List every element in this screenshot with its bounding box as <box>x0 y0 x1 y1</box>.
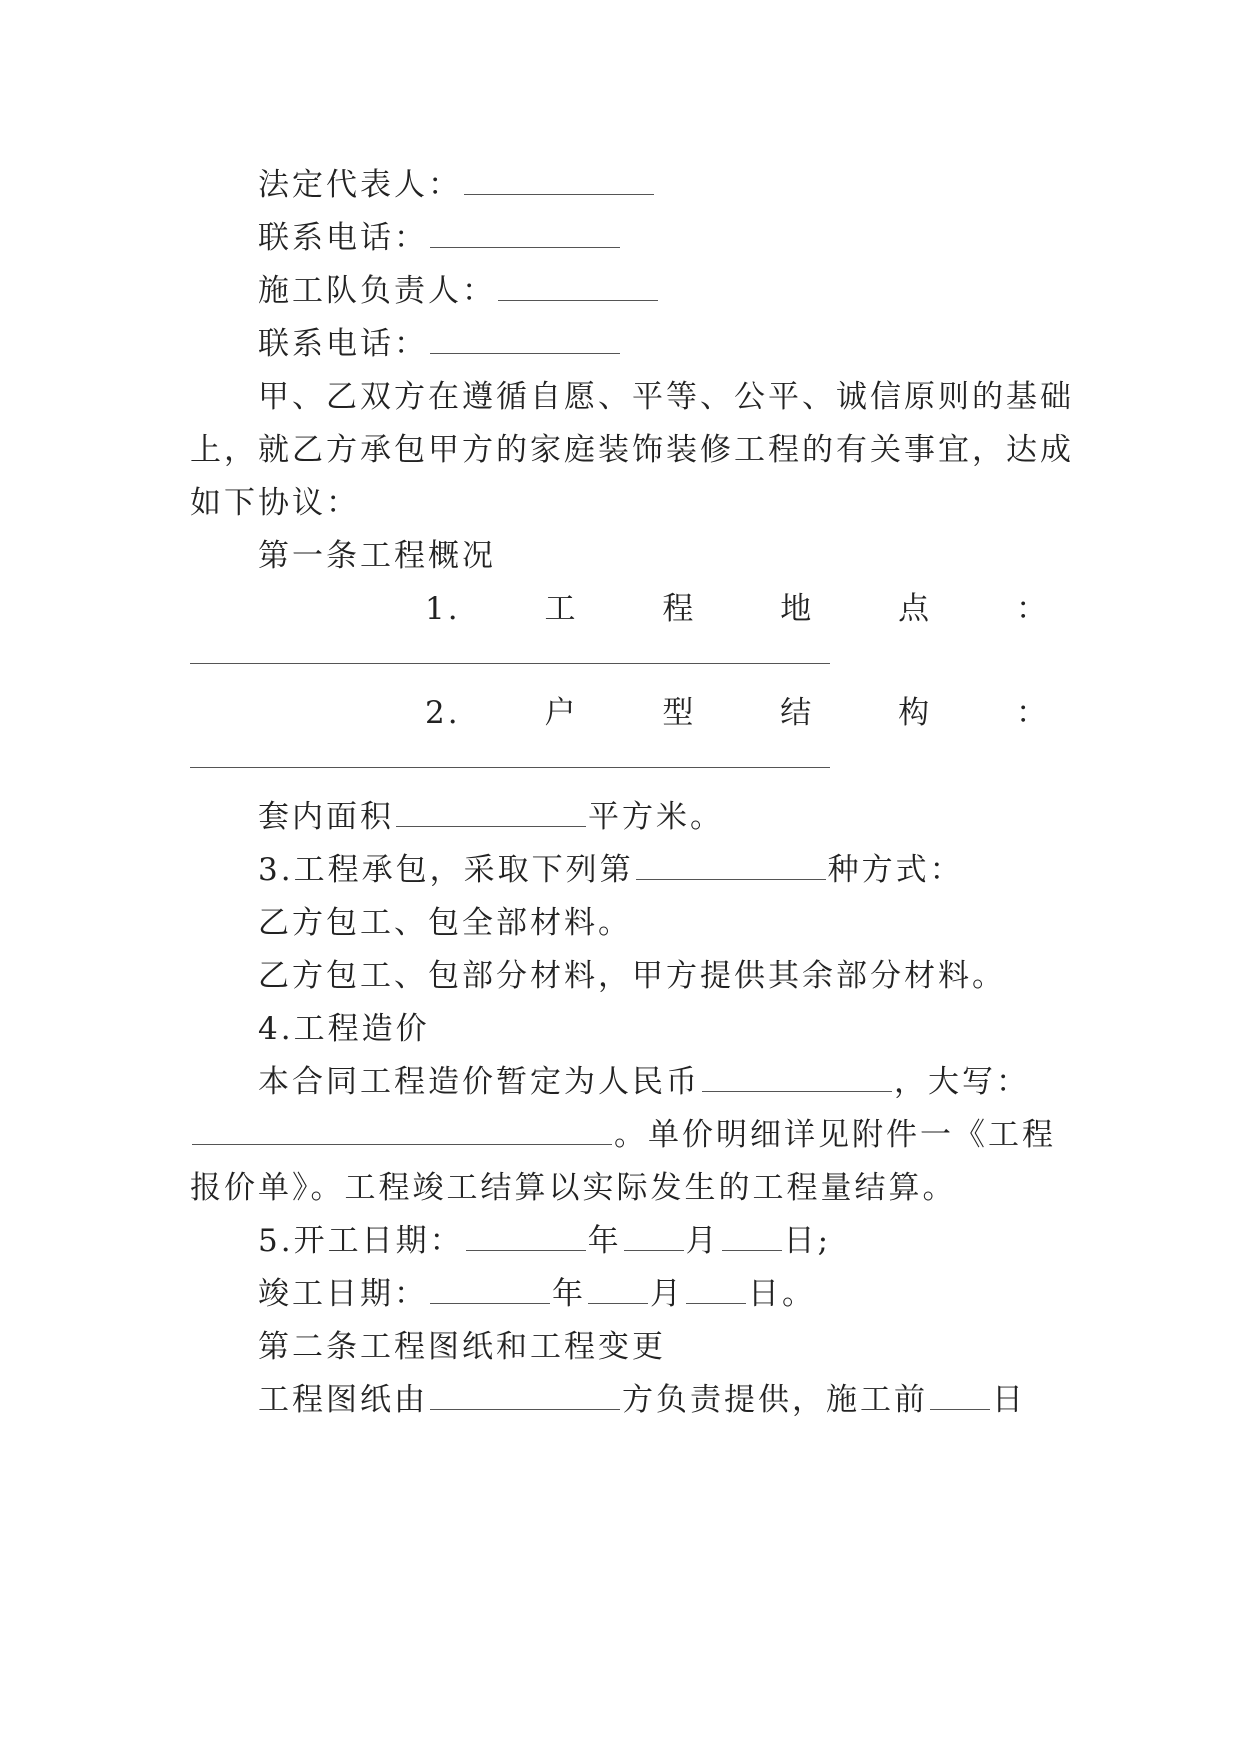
item-2-char: 型 <box>662 695 697 731</box>
end-day-blank[interactable] <box>686 1277 746 1304</box>
day-label: 日。 <box>748 1276 816 1312</box>
option-1: 乙方包工、包全部材料。 <box>258 905 632 941</box>
phone-label-1: 联系电话： <box>258 220 428 256</box>
item-1-char: 程 <box>662 591 697 627</box>
year-label: 年 <box>587 1223 622 1259</box>
drawing-party-blank[interactable] <box>430 1383 620 1410</box>
cost-line-3: 报价单》。工程竣工结算以实际发生的工程量结算。 <box>190 1170 957 1206</box>
year-label: 年 <box>552 1276 586 1312</box>
month-label: 月 <box>650 1276 684 1312</box>
drawing-day-label: 日 <box>992 1382 1026 1418</box>
phone-blank-1[interactable] <box>430 221 620 248</box>
start-date-line <box>258 1221 831 1261</box>
drawing-label: 工程图纸由 <box>258 1382 428 1418</box>
phone-blank-2[interactable] <box>430 327 620 354</box>
phone-line-1 <box>258 218 622 258</box>
end-date-label: 竣工日期： <box>258 1276 428 1312</box>
area-label: 套内面积 <box>258 799 394 835</box>
item-4-heading: 4.工程造价 <box>258 1011 430 1047</box>
legal-rep-blank[interactable] <box>464 168 654 195</box>
start-year-blank[interactable] <box>466 1224 586 1251</box>
option-2: 乙方包工、包部分材料，甲方提供其余部分材料。 <box>258 958 1006 994</box>
month-label: 月 <box>685 1223 720 1259</box>
preamble-line-1: 甲、乙双方在遵循自愿、平等、公平、诚信原则的基础 <box>258 379 1074 415</box>
start-day-blank[interactable] <box>722 1224 782 1251</box>
article-2-heading: 第二条工程图纸和工程变更 <box>258 1329 666 1365</box>
start-date-label: 5.开工日期： <box>258 1223 464 1259</box>
drawing-text: 方负责提供，施工前 <box>622 1382 928 1418</box>
area-unit: 平方米。 <box>588 799 724 835</box>
method-blank[interactable] <box>636 853 826 880</box>
item-2-char: 2. <box>425 695 461 731</box>
item-3-label: 3.工程承包，采取下列第 <box>258 852 634 888</box>
location-blank[interactable] <box>190 663 830 664</box>
item-1-char: ： <box>1015 591 1050 627</box>
item-1-char: 工 <box>544 591 579 627</box>
end-month-blank[interactable] <box>588 1277 648 1304</box>
legal-rep-line <box>258 165 656 205</box>
day-label: 日; <box>783 1223 832 1259</box>
cost-capital-label: ，大写： <box>894 1064 1030 1100</box>
start-month-blank[interactable] <box>624 1224 684 1251</box>
phone-label-2: 联系电话： <box>258 326 428 362</box>
cost-line-1 <box>258 1062 1030 1102</box>
drawing-line <box>258 1380 1026 1420</box>
team-lead-line <box>258 271 660 311</box>
cost-label: 本合同工程造价暂定为人民币 <box>258 1064 700 1100</box>
area-blank[interactable] <box>396 800 586 827</box>
team-lead-label: 施工队负责人： <box>258 273 496 309</box>
area-line <box>258 797 724 837</box>
phone-line-2 <box>258 324 622 364</box>
end-year-blank[interactable] <box>430 1277 550 1304</box>
item-1-char: 地 <box>780 591 815 627</box>
item-1-location <box>425 589 1050 629</box>
layout-blank[interactable] <box>190 767 830 768</box>
item-2-layout <box>425 693 1050 733</box>
cost-line-2 <box>190 1115 1056 1155</box>
item-2-char: 户 <box>544 695 579 731</box>
cost-detail-text: 。单价明细详见附件一《工程 <box>614 1117 1056 1153</box>
cost-capital-blank[interactable] <box>192 1118 612 1145</box>
item-2-char: 结 <box>780 695 815 731</box>
cost-amount-blank[interactable] <box>702 1065 892 1092</box>
item-1-char: 1. <box>425 591 461 627</box>
drawing-days-blank[interactable] <box>930 1383 990 1410</box>
item-2-char: 构 <box>898 695 933 731</box>
legal-rep-label: 法定代表人： <box>258 167 462 203</box>
item-1-char: 点 <box>898 591 933 627</box>
item-3-line <box>258 850 964 890</box>
item-3-suffix: 种方式： <box>827 852 964 888</box>
preamble-line-3: 如下协议： <box>190 485 360 521</box>
team-lead-blank[interactable] <box>498 274 658 301</box>
item-2-char: ： <box>1015 695 1050 731</box>
preamble-line-2: 上，就乙方承包甲方的家庭装饰装修工程的有关事宜，达成 <box>190 432 1074 468</box>
end-date-line <box>258 1274 816 1314</box>
article-1-heading: 第一条工程概况 <box>258 538 496 574</box>
